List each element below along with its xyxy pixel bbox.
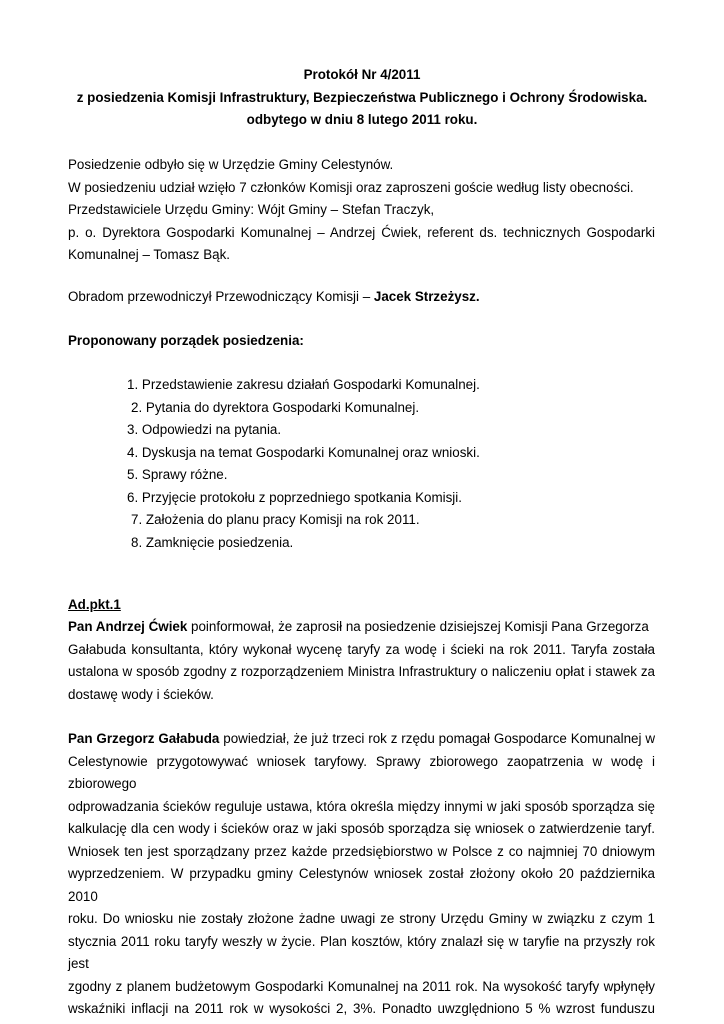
paragraph-text: powiedział, że już trzeci rok z rzędu pomagał Gospodarce Komunalnej w (219, 731, 656, 746)
agenda-item: 4. Dyskusja na temat Gospodarki Komunalnej oraz wnioski. (127, 444, 480, 460)
chair-name: Jacek Strzeżysz. (373, 289, 480, 304)
paragraph-line (68, 616, 655, 639)
intro-line: Posiedzenie odbyło się w Urzędzie Gminy Celestynów. (68, 157, 394, 172)
intro-line: Komunalnej – Tomasz Bąk. (68, 247, 231, 262)
agenda-heading: Proponowany porządek posiedzenia: (68, 333, 304, 348)
paragraph-line: Wniosek ten jest sporządzany przez każde przedsiębiorstwo w Polsce z co najmniej 70 dniowym (68, 843, 655, 859)
paragraph-line: zgodny z planem budżetowym Gospodarki Komunalnej na 2011 rok. Na wysokość taryfy wpłynęły (68, 978, 655, 994)
paragraph-line: dostawę wody i ścieków. (68, 686, 214, 702)
paragraph-line: wyprzedzeniem. W przypadku gminy Celestynów wniosek został złożony około 20 października 2010 (68, 866, 655, 904)
intro-line: p. o. Dyrektora Gospodarki Komunalnej – Andrzej Ćwiek, referent ds. technicznych Gospodarki (68, 224, 655, 240)
agenda-item: 3. Odpowiedzi na pytania. (127, 422, 282, 437)
intro-line: Przedstawiciele Urzędu Gminy: Wójt Gminy – Stefan Traczyk, (68, 202, 435, 217)
intro-line: W posiedzeniu udział wzięło 7 członków Komisji oraz zaproszeni goście według listy obecności. (68, 179, 634, 195)
person-name: Pan Andrzej Ćwiek (68, 619, 188, 634)
paragraph (68, 616, 655, 706)
paragraph-line (68, 728, 655, 751)
document-header (0, 64, 724, 132)
agenda-list (0, 374, 724, 554)
chair-line (68, 286, 655, 309)
document-title: Protokół Nr 4/2011 (303, 67, 421, 82)
intro-section (68, 154, 655, 267)
paragraph-line: Gałabuda konsultanta, który wykonał wycenę taryfy za wodę i ścieki na rok 2011. Taryfa została (68, 641, 655, 657)
paragraph-line: odprowadzania ścieków reguluje ustawa, która określa między innymi w jaki sposób sporządza się (68, 798, 655, 814)
paragraph-line: kalkulację dla cen wody i ścieków oraz w jaki sposób sporządza się wniosek o zatwierdzenie taryf. (68, 821, 655, 836)
section-heading: Ad.pkt.1 (68, 597, 121, 612)
agenda-item: 2. Pytania do dyrektora Gospodarki Komunalnej. (131, 399, 420, 415)
paragraph-line: ustalona w sposób zgodny z rozporządzeniem Ministra Infrastruktury o naliczeniu opłat i stawek za (68, 664, 655, 679)
document-subtitle: z posiedzenia Komisji Infrastruktury, Bezpieczeństwa Publicznego i Ochrony Środowiska. (76, 89, 648, 105)
agenda-item: 5. Sprawy różne. (127, 467, 228, 482)
person-name: Pan Grzegorz Gałabuda (68, 731, 220, 746)
paragraph-line: stycznia 2011 roku taryfy weszły w życie. Plan kosztów, który znalazł się w taryfie na przyszły rok jest (68, 933, 655, 971)
paragraph-line: Celestynowie przygotowywać wniosek taryfowy. Sprawy zbiorowego zaopatrzenia w wodę i zbiorowego (68, 753, 655, 791)
document-date-line: odbytego w dniu 8 lutego 2011 roku. (246, 112, 478, 127)
agenda-item: 8. Zamknięcie posiedzenia. (131, 534, 294, 550)
chair-prefix: Obradom przewodniczył Przewodniczący Komisji – (68, 289, 374, 304)
agenda-item: 6. Przyjęcie protokołu z poprzedniego spotkania Komisji. (127, 489, 462, 505)
agenda-item: 1. Przedstawienie zakresu działań Gospodarki Komunalnej. (127, 377, 480, 392)
paragraph-line: roku. Do wniosku nie zostały złożone żadne uwagi ze strony Urzędu Gminy w związku z czym 1 (68, 911, 655, 926)
paragraph-text: poinformował, że zaprosił na posiedzenie dzisiejszej Komisji Pana Grzegorza (187, 619, 649, 634)
paragraph-line: wskaźniki inflacji na 2011 rok w wysokości 2, 3%. Ponadto uwzględniono 5 % wzrost funduszu (68, 1001, 655, 1016)
paragraph (68, 728, 655, 1021)
agenda-item: 7. Założenia do planu pracy Komisji na rok 2011. (131, 512, 420, 527)
